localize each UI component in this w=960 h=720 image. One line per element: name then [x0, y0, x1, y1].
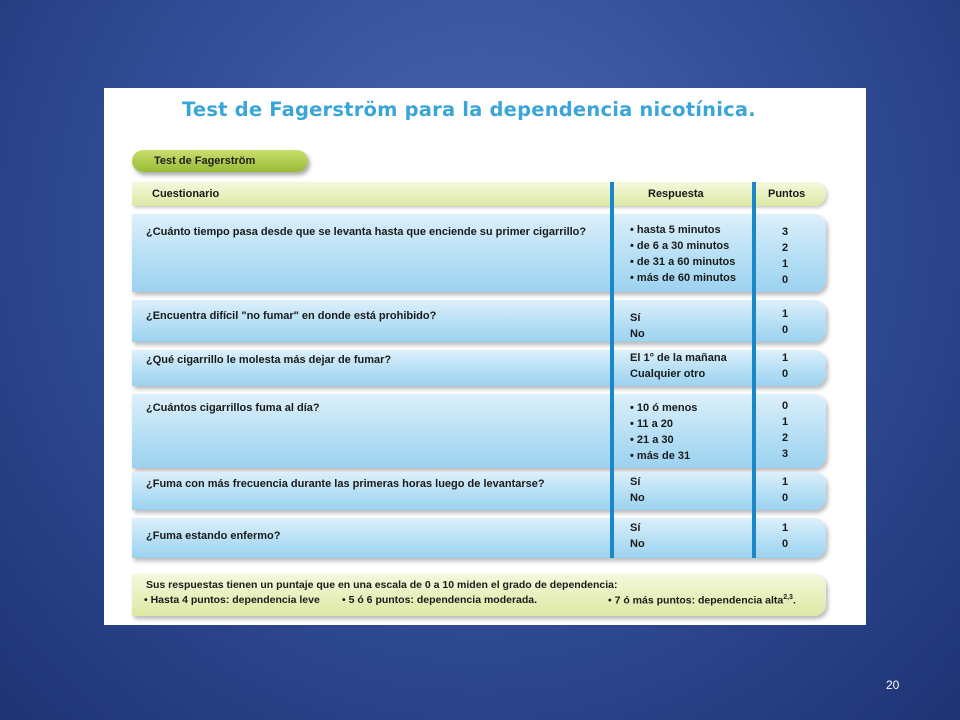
- question-text: ¿Qué cigarrillo le molesta más dejar de fumar?: [146, 354, 392, 366]
- answer-list: [630, 350, 727, 382]
- points-value: 1: [782, 352, 789, 364]
- table-row: [132, 394, 826, 468]
- points-value: 1: [782, 258, 789, 270]
- answer-option: Sí: [630, 522, 641, 534]
- scoring-level-high: [608, 594, 796, 607]
- points-column-divider: [752, 182, 756, 558]
- points-value: 1: [782, 308, 789, 320]
- points-list: [782, 306, 788, 338]
- header-answer: Respuesta: [648, 188, 704, 200]
- points-list: [782, 398, 788, 462]
- question-text: ¿Cuánto tiempo pasa desde que se levanta hasta que enciende su primer cigarrillo?: [146, 226, 587, 238]
- table-row: [132, 350, 826, 386]
- answer-option: Sí: [630, 476, 641, 488]
- points-value: 0: [782, 368, 789, 380]
- answer-option: No: [630, 538, 645, 550]
- scoring-level-high-text: • 7 ó más puntos: dependencia alta: [608, 594, 784, 607]
- points-value: 1: [782, 476, 789, 488]
- question-text: ¿Cuántos cigarrillos fuma al día?: [146, 402, 320, 414]
- points-list: [782, 474, 788, 506]
- points-value: 0: [782, 538, 789, 550]
- table-row: [132, 300, 826, 342]
- answer-option: Cualquier otro: [630, 368, 706, 380]
- table-header: [132, 182, 826, 206]
- points-value: 2: [782, 432, 789, 444]
- answer-column-divider: [610, 182, 614, 558]
- header-questionnaire: Cuestionario: [152, 188, 220, 200]
- points-value: 3: [782, 226, 789, 238]
- answer-list: [630, 310, 645, 342]
- points-value: 3: [782, 448, 789, 460]
- points-value: 0: [782, 274, 789, 286]
- answer-option: • más de 60 minutos: [630, 272, 736, 284]
- answer-option: • de 31 a 60 minutos: [630, 256, 736, 268]
- points-value: 2: [782, 242, 789, 254]
- table-row: [132, 518, 826, 558]
- points-value: 0: [782, 400, 789, 412]
- answer-option: El 1° de la mañana: [630, 352, 727, 364]
- points-list: [782, 350, 788, 382]
- table-row: [132, 472, 826, 510]
- scoring-level-high-end: .: [792, 594, 796, 607]
- table-row: [132, 214, 826, 292]
- answer-option: No: [630, 492, 645, 504]
- answer-option: No: [630, 328, 645, 340]
- answer-option: • 21 a 30: [630, 434, 674, 446]
- scoring-legend: [132, 574, 826, 616]
- answer-list: [630, 520, 645, 552]
- answer-option: Sí: [630, 312, 641, 324]
- question-text: ¿Fuma con más frecuencia durante las primeras horas luego de levantarse?: [146, 478, 545, 490]
- scoring-level-mild: • Hasta 4 puntos: dependencia leve: [144, 594, 320, 606]
- answer-option: • 11 a 20: [630, 418, 674, 430]
- test-tab-label: Test de Fagerström: [132, 150, 308, 172]
- points-value: 0: [782, 492, 789, 504]
- question-text: ¿Fuma estando enfermo?: [146, 530, 281, 542]
- answer-list: [630, 400, 697, 464]
- points-list: [782, 224, 788, 288]
- scoring-intro: Sus respuestas tienen un puntaje que en una escala de 0 a 10 miden el grado de dependencia:: [146, 579, 618, 591]
- points-value: 0: [782, 324, 789, 336]
- question-text: ¿Encuentra difícil "no fumar" en donde está prohibido?: [146, 310, 437, 322]
- slide-image-panel: [104, 88, 866, 625]
- slide-number: 20: [886, 678, 900, 692]
- answer-list: [630, 474, 645, 506]
- points-value: 1: [782, 416, 789, 428]
- answer-list: [630, 222, 736, 286]
- scoring-level-moderate: • 5 ó 6 puntos: dependencia moderada.: [342, 594, 538, 606]
- reference-superscript: 2,3: [783, 594, 793, 601]
- answer-option: • más de 31: [630, 450, 691, 462]
- page-title: Test de Fagerström para la dependencia nicotínica.: [182, 98, 756, 121]
- points-list: [782, 520, 788, 552]
- answer-option: • 10 ó menos: [630, 402, 698, 414]
- answer-option: • hasta 5 minutos: [630, 224, 721, 236]
- answer-option: • de 6 a 30 minutos: [630, 240, 730, 252]
- header-points: Puntos: [768, 188, 806, 200]
- points-value: 1: [782, 522, 789, 534]
